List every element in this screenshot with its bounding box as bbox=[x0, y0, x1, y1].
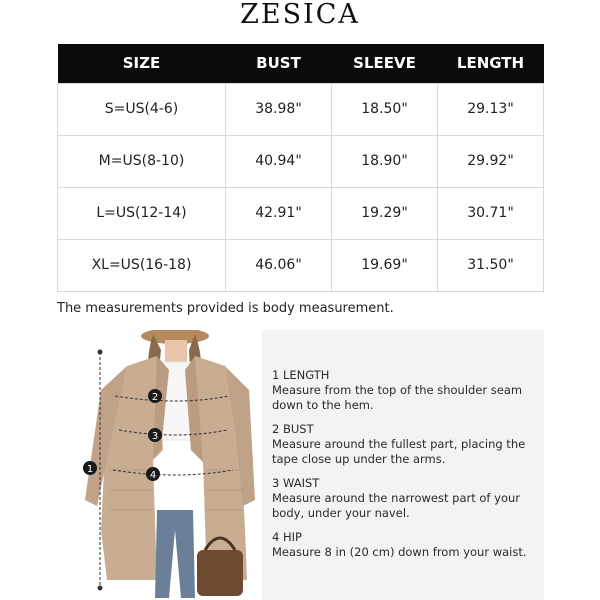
model-illustration bbox=[57, 330, 257, 600]
guide-length bbox=[272, 368, 537, 413]
header-length: LENGTH bbox=[438, 44, 544, 83]
guide-bust bbox=[272, 422, 537, 467]
guide-hip-title: 4 HIP bbox=[272, 530, 302, 544]
measurement-note: The measurements provided is body measurement. bbox=[57, 301, 394, 316]
cell-bust: 42.91" bbox=[226, 187, 332, 239]
header-bust: BUST bbox=[226, 44, 332, 83]
guide-hip bbox=[272, 530, 537, 560]
model-photo bbox=[57, 330, 257, 600]
cell-bust: 46.06" bbox=[226, 239, 332, 291]
guide-waist-title: 3 WAIST bbox=[272, 476, 320, 490]
marker-2 bbox=[148, 389, 162, 403]
cell-size: L=US(12-14) bbox=[58, 187, 226, 239]
table-header-row bbox=[58, 44, 544, 83]
cell-sleeve: 19.29" bbox=[332, 187, 438, 239]
table-row bbox=[58, 239, 544, 291]
cell-length: 30.71" bbox=[438, 187, 544, 239]
cell-sleeve: 19.69" bbox=[332, 239, 438, 291]
table-row bbox=[58, 187, 544, 239]
table-row bbox=[58, 135, 544, 187]
cell-sleeve: 18.50" bbox=[332, 83, 438, 135]
measurement-guide-panel bbox=[262, 330, 544, 600]
marker-3 bbox=[148, 428, 162, 442]
header-size: SIZE bbox=[58, 44, 226, 83]
cell-length: 29.13" bbox=[438, 83, 544, 135]
guide-bust-title: 2 BUST bbox=[272, 422, 314, 436]
cell-bust: 38.98" bbox=[226, 83, 332, 135]
cell-bust: 40.94" bbox=[226, 135, 332, 187]
size-chart-table bbox=[57, 44, 544, 292]
cell-size: M=US(8-10) bbox=[58, 135, 226, 187]
cell-length: 29.92" bbox=[438, 135, 544, 187]
guide-bust-text: Measure around the fullest part, placing the tape close up under the arms. bbox=[272, 437, 526, 466]
cell-size: S=US(4-6) bbox=[58, 83, 226, 135]
guide-waist-text: Measure around the narrowest part of your body, under your navel. bbox=[272, 491, 520, 520]
marker-4-label: 4 bbox=[149, 470, 157, 481]
guide-hip-text: Measure 8 in (20 cm) down from your waist. bbox=[272, 545, 527, 559]
cell-sleeve: 18.90" bbox=[332, 135, 438, 187]
guide-length-text: Measure from the top of the shoulder seam down to the hem. bbox=[272, 383, 523, 412]
guide-waist bbox=[272, 476, 537, 521]
marker-1-label: 1 bbox=[86, 464, 94, 475]
cell-length: 31.50" bbox=[438, 239, 544, 291]
brand-logo: ZESICA bbox=[240, 0, 360, 30]
marker-1 bbox=[83, 461, 97, 475]
guide-length-title: 1 LENGTH bbox=[272, 368, 330, 382]
marker-4 bbox=[146, 467, 160, 481]
marker-3-label: 3 bbox=[151, 431, 159, 442]
marker-2-label: 2 bbox=[151, 392, 159, 403]
cell-size: XL=US(16-18) bbox=[58, 239, 226, 291]
table-row bbox=[58, 83, 544, 135]
header-sleeve: SLEEVE bbox=[332, 44, 438, 83]
